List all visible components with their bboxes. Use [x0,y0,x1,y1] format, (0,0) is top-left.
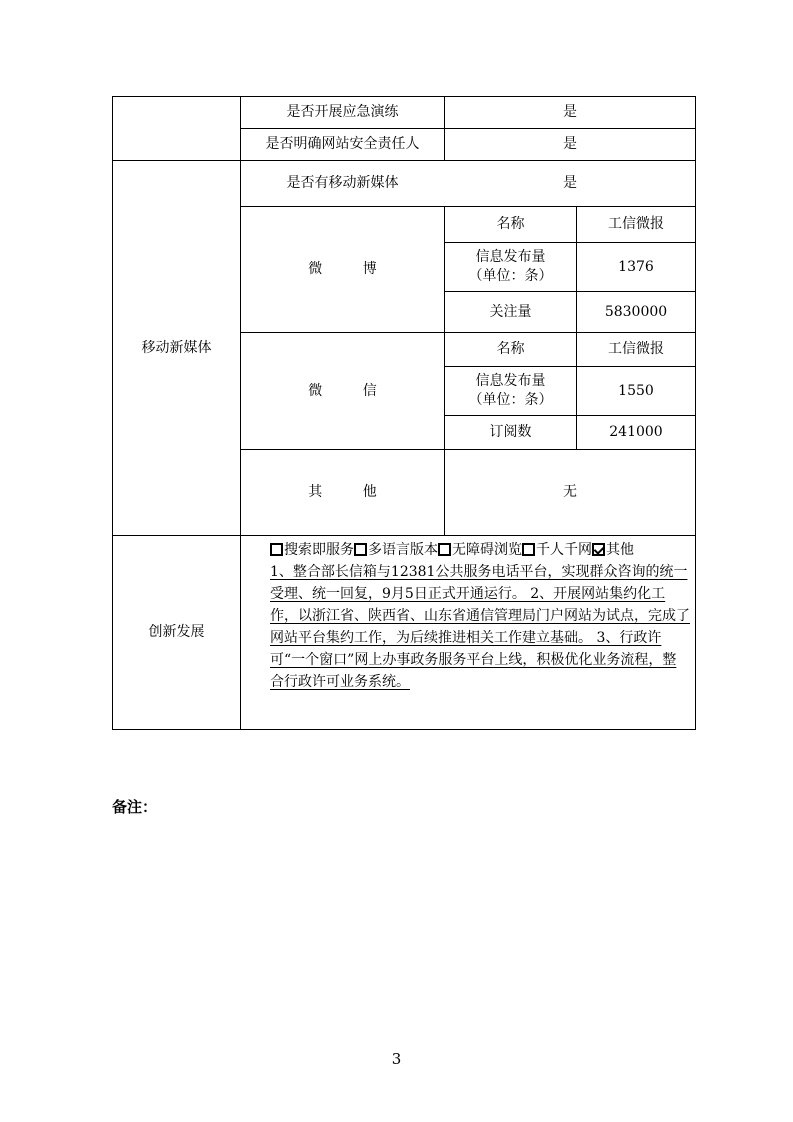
note-label: 备注： [112,798,158,816]
drill-value: 是 [563,104,577,120]
checkbox-multilingual[interactable] [354,543,367,556]
innovation-content [270,539,690,693]
option-other: 其他 [606,542,634,558]
wechat-name-label: 名称 [496,341,525,357]
innovation-description: 1、整合部长信箱与12381公共服务电话平台，实现群众咨询的统一受理、统一回复，9月5日正式开通运行。 2、开展网站集约化工作，以浙江省、陕西省、山东省通信管理局门户网站为试点，完成了网站平台集约工作，为后续推进相关工作建立基础。 3、行政许可“一个窗口”网上办事政务服务平台上线，积极优化业务流程，整合行政许可业务系统。 [270,564,690,690]
weibo-posts-value: 1376 [618,258,654,275]
other-media-label: 其 他 [308,484,395,500]
weibo-followers-label: 关注量 [489,303,532,320]
weibo-followers-value: 5830000 [604,303,668,320]
innovation-options [270,539,690,561]
has-mobile-media-label: 是否有移动新媒体 [286,175,399,191]
has-mobile-media-value: 是 [563,175,577,191]
wechat-name-value: 工信微报 [608,341,664,357]
checkbox-accessibility[interactable] [438,543,451,556]
option-personalized: 千人千网 [536,542,592,558]
option-multilingual: 多语言版本 [368,542,438,558]
checkbox-personalized[interactable] [522,543,535,556]
checkbox-other-checked[interactable] [592,543,605,556]
weibo-name-label: 名称 [496,216,525,232]
wechat-posts-label: 信息发布量 （单位：条） [468,373,553,408]
mobile-media-section-label: 移动新媒体 [141,339,212,356]
option-search-service: 搜索即服务 [284,542,354,558]
checkbox-search-service[interactable] [270,543,283,556]
option-accessibility: 无障碍浏览 [452,542,522,558]
wechat-posts-value: 1550 [618,382,654,399]
innovation-label: 创新发展 [148,624,205,640]
wechat-subscribers-label: 订阅数 [489,424,532,440]
wechat-subscribers-value: 241000 [609,424,663,440]
drill-label: 是否开展应急演练 [286,104,399,120]
other-media-value: 无 [563,484,577,500]
page-number: 3 [391,1050,402,1068]
security-officer-value: 是 [563,136,577,152]
security-officer-label: 是否明确网站安全责任人 [265,136,420,152]
weibo-label: 微 博 [308,261,395,277]
wechat-label: 微 信 [308,382,395,399]
weibo-name-value: 工信微报 [608,216,664,232]
weibo-posts-label: 信息发布量 （单位：条） [468,249,553,284]
